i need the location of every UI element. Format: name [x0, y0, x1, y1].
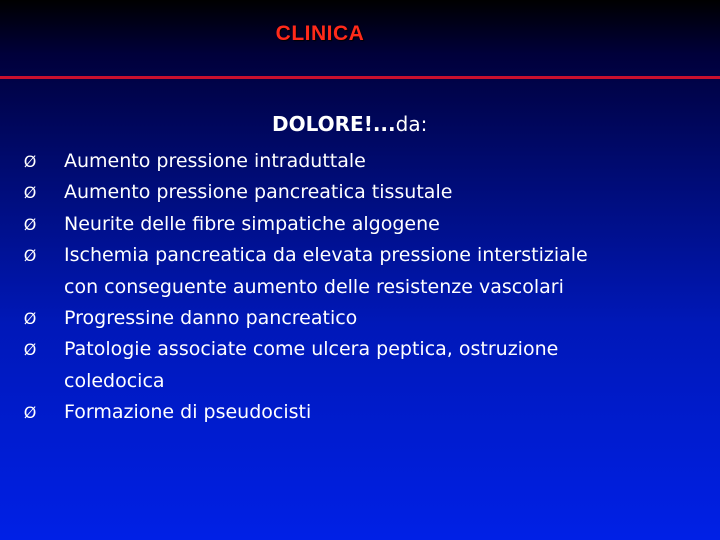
- title-divider: [0, 76, 720, 79]
- arrow-bullet-icon: Ø: [23, 340, 37, 360]
- bullet-text-continuation: con conseguente aumento delle resistenze vascolari: [64, 275, 564, 298]
- list-item: [20, 146, 700, 177]
- bullet-text: Progressine danno pancreatico: [64, 307, 358, 330]
- bullet-text: Ischemia pancreatica da elevata pressione interstiziale: [64, 244, 588, 267]
- bullet-text-continuation: coledocica: [64, 369, 165, 392]
- list-item: [20, 209, 700, 240]
- bullet-list: [20, 146, 700, 429]
- arrow-bullet-icon: Ø: [23, 246, 37, 266]
- arrow-bullet-icon: Ø: [23, 152, 37, 171]
- arrow-bullet-icon: Ø: [23, 403, 37, 423]
- bullet-text: Aumento pressione intraduttale: [64, 150, 366, 172]
- section-heading: [272, 112, 427, 136]
- heading-suffix: da:: [395, 112, 428, 136]
- list-item: [20, 303, 700, 334]
- list-item: [20, 397, 700, 428]
- slide-title: CLINICA: [275, 22, 365, 45]
- list-item: [20, 177, 700, 208]
- arrow-bullet-icon: Ø: [23, 309, 37, 329]
- list-item: [20, 334, 700, 397]
- bullet-text: Patologie associate come ulcera peptica, ostruzione: [64, 338, 559, 361]
- bullet-text: Neurite delle fibre simpatiche algogene: [64, 212, 440, 235]
- arrow-bullet-icon: Ø: [23, 214, 37, 234]
- arrow-bullet-icon: Ø: [23, 183, 37, 203]
- heading-emphasis: DOLORE!...: [272, 112, 396, 136]
- bullet-text: Aumento pressione pancreatica tissutale: [64, 181, 453, 204]
- bullet-text: Formazione di pseudocisti: [64, 401, 312, 424]
- list-item: [20, 240, 700, 303]
